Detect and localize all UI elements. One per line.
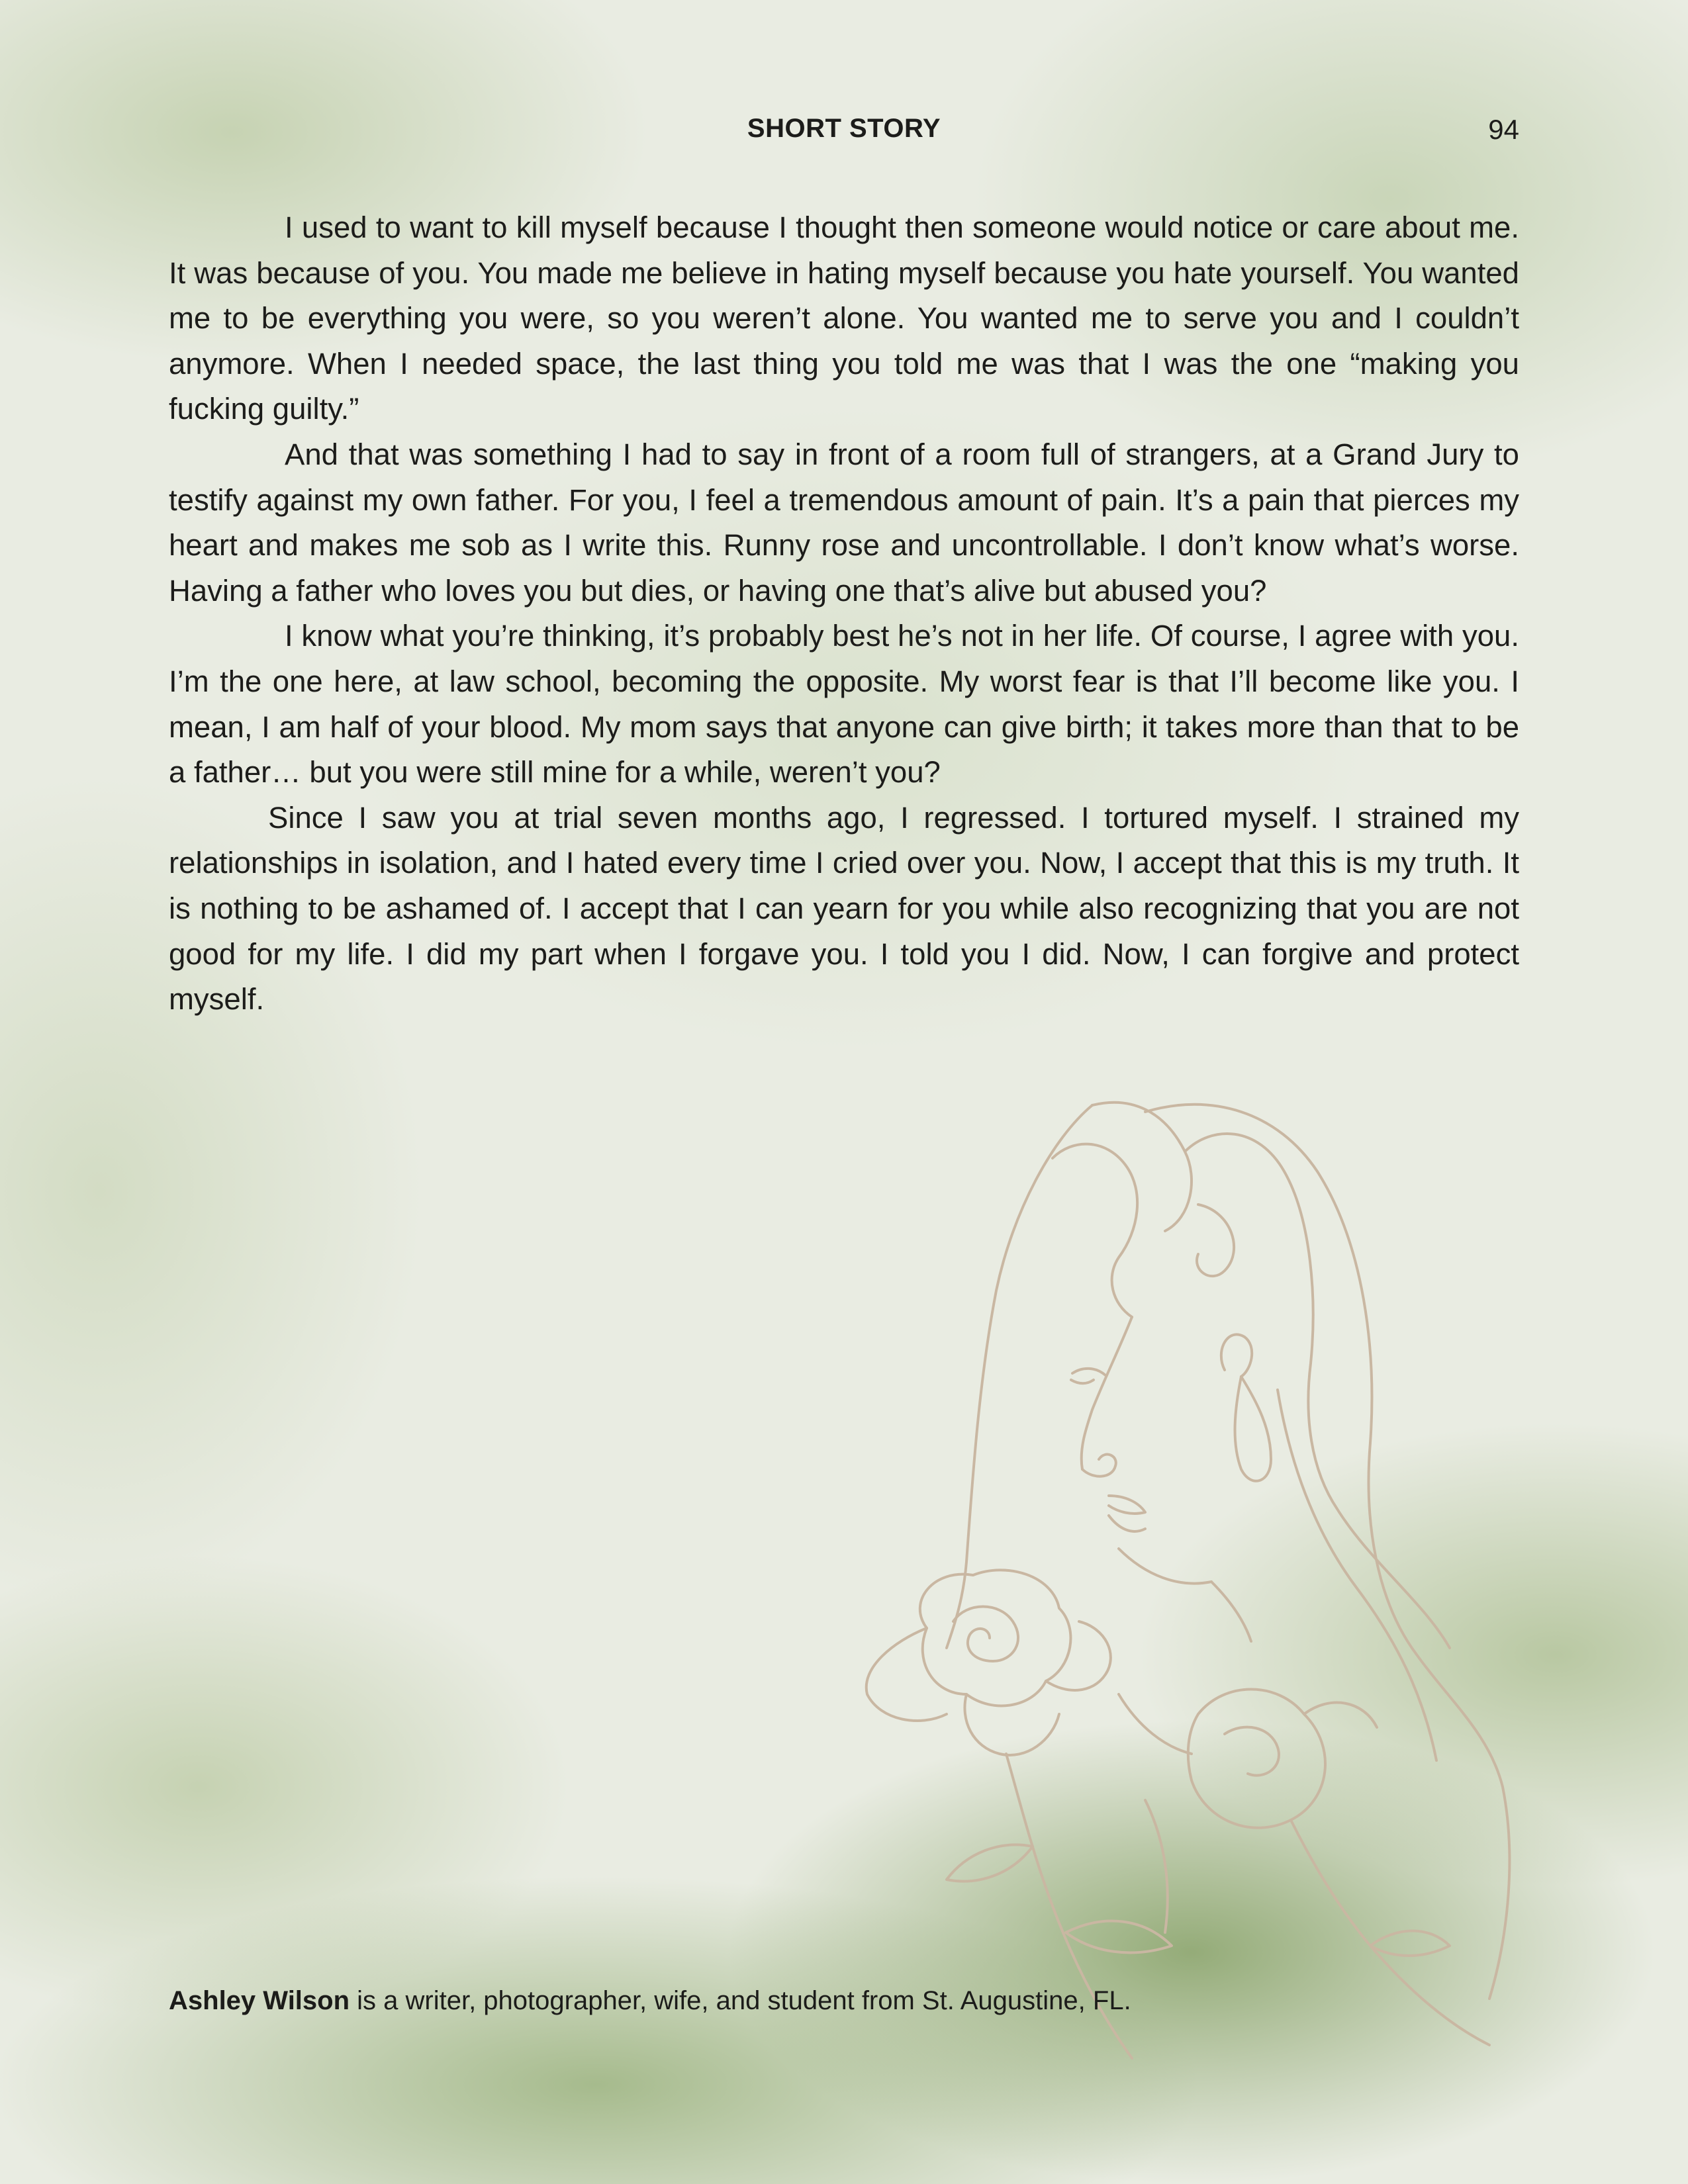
story-body [169,205,1519,1023]
author-bio [169,1983,1493,2018]
story-paragraph: I know what you’re thinking, it’s probably best he’s not in her life. Of course, I agree with you. I’m the one here, at law school, becoming the opposite. My worst fear is that I’ll become like you. I mean, I am half of your blood. My mom says that anyone can give birth; it takes more than that to be a father… but you were still mine for a while, weren’t you? [169,619,1519,790]
woman-rose-line-art-illustration [854,1099,1549,2065]
story-paragraph: And that was something I had to say in front of a room full of strangers, at a Grand Jury to testify against my own father. For you, I feel a tremendous amount of pain. It’s a pain that pierces my heart and makes me sob as I write this. Runny rose and uncontrollable. I don’t know what’s worse. Having a father who loves you but dies, or having one that’s alive but abused you? [169,437,1519,608]
author-name: Ashley Wilson [169,1986,350,2015]
story-paragraph: I used to want to kill myself because I thought then someone would notice or care about me. It was because of you. You made me believe in hating myself because you hate yourself. You wanted me to be everything you were, so you weren’t alone. You wanted me to serve you and I couldn’t anymore. When I needed space, the last thing you told me was that I was the one “making you fucking guilty.” [169,210,1519,426]
story-paragraph: Since I saw you at trial seven months ago, I regressed. I tortured myself. I strained my relationships in isolation, and I hated every time I cried over you. Now, I accept that this is my truth. It is nothing to be ashamed of. I accept that I can yearn for you while also recognizing that you are not good for my life. I did my part when I forgave you. I told you I did. Now, I can forgive and protect myself. [169,800,1519,1017]
author-bio-text: is a writer, photographer, wife, and student from St. Augustine, FL. [350,1986,1131,2015]
page-number: 94 [1488,114,1519,145]
section-title: SHORT STORY [747,114,941,143]
